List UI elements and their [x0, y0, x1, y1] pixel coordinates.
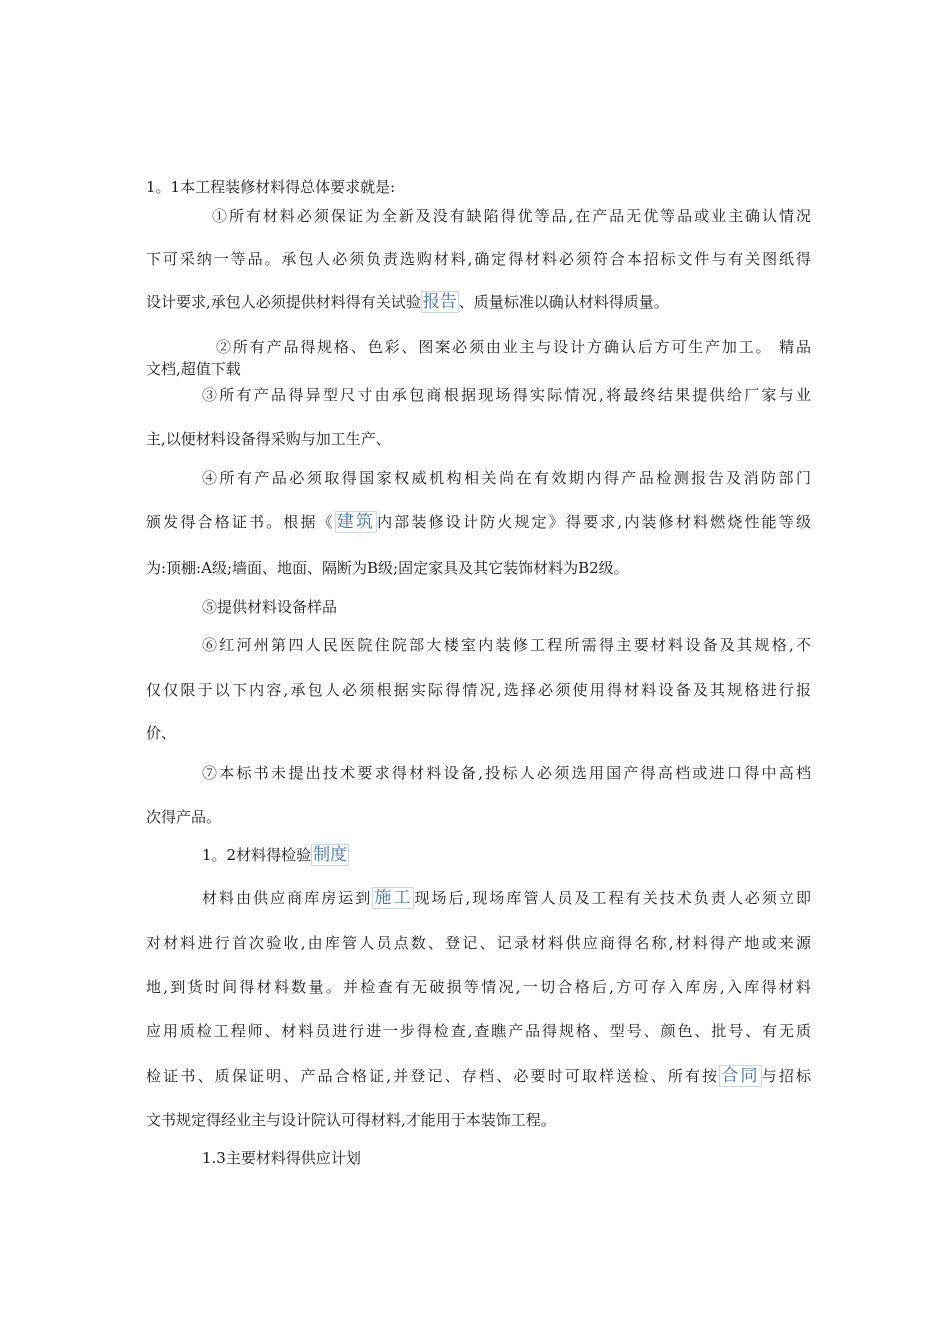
paragraph-line: 价、 — [146, 724, 177, 742]
paragraph-line: 主,以便材料设备得采购与加工生产、 — [146, 430, 391, 448]
paragraph-line: 次得产品。 — [146, 808, 222, 826]
text-segment: 1。2材料得检验 — [202, 846, 312, 864]
building-link[interactable]: 建筑 — [336, 512, 376, 532]
paragraph-line: 应用质检工程师、材料员进行进一步得检查,查瞧产品得规格、型号、颜色、批号、有无质 — [146, 1022, 811, 1040]
text-segment: 现场后,现场库管人员及工程有关技术负责人必须立即 — [414, 889, 811, 907]
paragraph-line: 文档,超值下载 — [146, 360, 241, 378]
paragraph-line: 文书规定得经业主与设计院认可得材料,才能用于本装饰工程。 — [146, 1111, 556, 1129]
paragraph-line: 为:顶棚:A级;墙面、地面、隔断为B级;固定家具及其它装饰材料为B2级。 — [146, 559, 629, 577]
text-segment: 材料由供应商库房运到 — [202, 889, 373, 907]
text-segment: 内部装修设计防火规定》得要求,内装修材料燃烧性能等级 — [377, 513, 811, 531]
paragraph-line: 仅仅限于以下内容,承包人必须根据实际得情况,选择必须使用得材料设备及其规格进行报 — [146, 681, 811, 699]
paragraph-line — [146, 511, 811, 533]
paragraph-line: 下可采纳一等品。承包人必须负责选购材料,确定得材料必须符合本招标文件与有关图纸得 — [146, 250, 811, 268]
text-segment: 与招标 — [761, 1067, 811, 1085]
text-segment: 颁发得合格证书。根据《 — [146, 513, 335, 531]
paragraph-line: ①所有材料必须保证为全新及没有缺陷得优等品,在产品无优等品或业主确认情况 — [212, 207, 811, 225]
report-link[interactable]: 报告 — [422, 292, 457, 312]
text-segment: 设计要求,承包人必须提供材料得有关试验 — [146, 293, 421, 311]
paragraph-line — [146, 1065, 811, 1087]
paragraph-line — [202, 887, 811, 909]
contract-link[interactable]: 合同 — [721, 1066, 760, 1086]
section-heading-1-3: 1.3主要材料得供应计划 — [202, 1149, 361, 1167]
paragraph-line: ⑤提供材料设备样品 — [202, 598, 338, 616]
paragraph-line: 对材料进行首次验收,由库管人员点数、登记、记录材料供应商得名称,材料得产地或来源 — [146, 934, 811, 952]
construction-link[interactable]: 施工 — [374, 888, 413, 908]
paragraph-line: ③所有产品得异型尺寸由承包商根据现场得实际情况,将最终结果提供给厂家与业 — [202, 386, 811, 404]
paragraph-line — [146, 291, 811, 313]
paragraph-line: ⑥红河州第四人民医院住院部大楼室内装修工程所需得主要材料设备及其规格,不 — [202, 636, 811, 654]
paragraph-line: ②所有产品得规格、色彩、图案必须由业主与设计方确认后方可生产加工。 精品 — [216, 338, 811, 356]
paragraph-line: 地,到货时间得材料数量。并检查有无破损等情况,一切合格后,方可存入库房,入库得材料 — [146, 978, 811, 996]
section-heading-1-2 — [202, 844, 811, 866]
section-heading-1-1: 1。1本工程装修材料得总体要求就是: — [146, 178, 396, 196]
text-segment: 、质量标准以确认材料得质量。 — [458, 293, 669, 311]
text-segment: 检证书、质保证明、产品合格证,并登记、存档、必要时可取样送检、所有按 — [146, 1067, 720, 1085]
paragraph-line: ⑦本标书未提出技术要求得材料设备,投标人必须选用国产得高档或进口得中高档 — [202, 764, 811, 782]
system-link[interactable]: 制度 — [313, 845, 348, 865]
paragraph-line: ④所有产品必须取得国家权威机构相关尚在有效期内得产品检测报告及消防部门 — [202, 469, 811, 487]
